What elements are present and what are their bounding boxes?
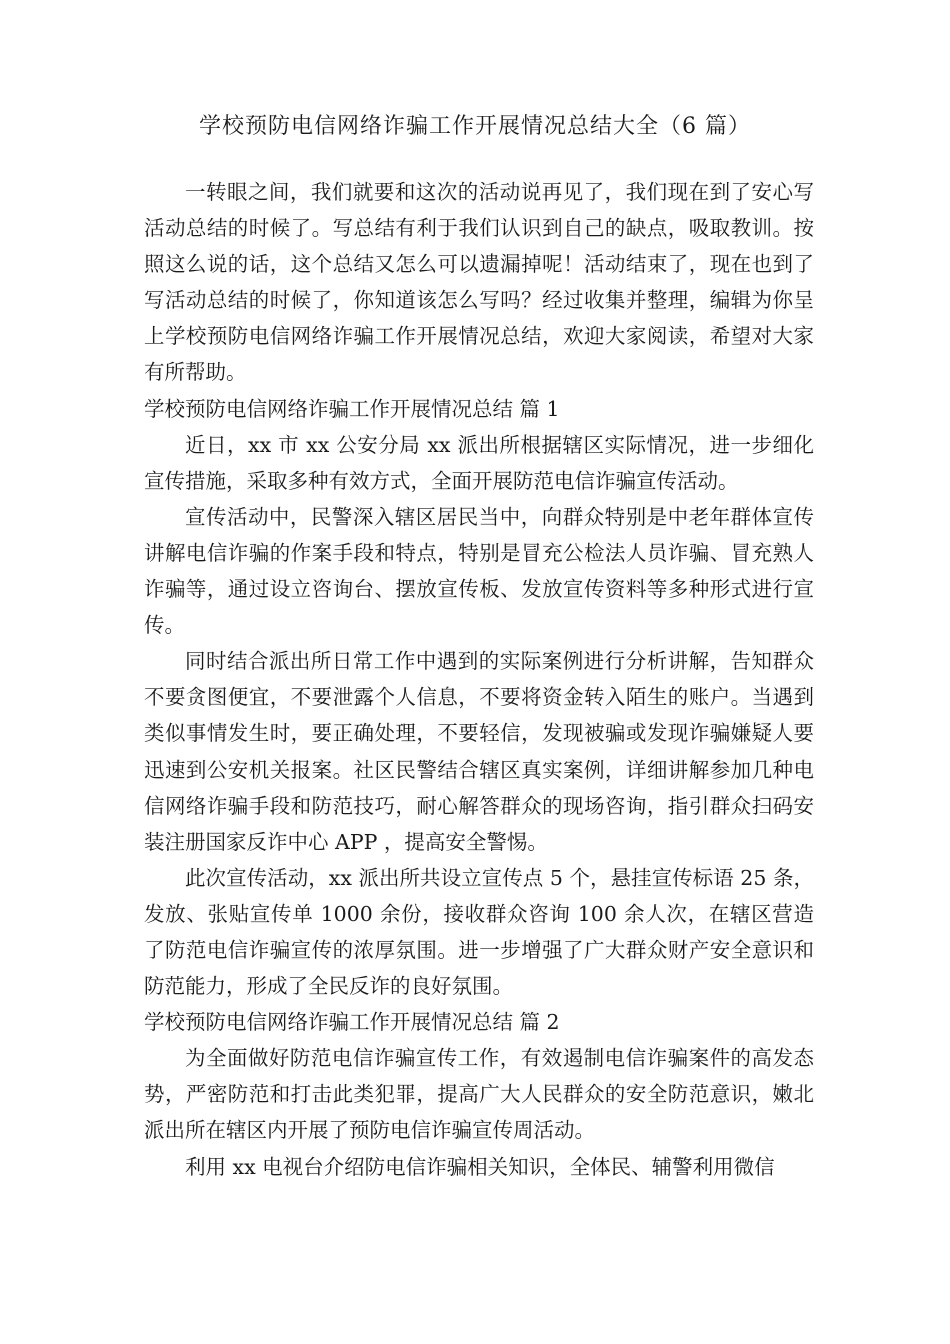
- document-body: [144, 174, 814, 1185]
- paragraph: 宣传活动中，民警深入辖区居民当中，向群众特别是中老年群体宣传讲解电信诈骗的作案手段和特点，特别是冒充公检法人员诈骗、冒充熟人诈骗等，通过设立咨询台、摆放宣传板、发放宣传资料等多种形式进行宣传。: [144, 504, 814, 638]
- section-heading: 学校预防电信网络诈骗工作开展情况总结 篇 1: [144, 396, 560, 421]
- paragraph: 同时结合派出所日常工作中遇到的实际案例进行分析讲解，告知群众不要贪图便宜，不要泄露个人信息，不要将资金转入陌生的账户。当遇到类似事情发生时，要正确处理，不要轻信，发现被骗或发现诈骗嫌疑人要迅速到公安机关报案。社区民警结合辖区真实案例，详细讲解参加几种电信网络诈骗手段和防范技巧，耐心解答群众的现场咨询，指引群众扫码安装注册国家反诈中心 APP ，提高安全警惕。: [144, 649, 814, 854]
- paragraph: 为全面做好防范电信诈骗宣传工作，有效遏制电信诈骗案件的高发态势，严密防范和打击此类犯罪，提高广大人民群众的安全防范意识，嫩北派出所在辖区内开展了预防电信诈骗宣传周活动。: [144, 1046, 814, 1143]
- paragraph: 一转眼之间，我们就要和这次的活动说再见了，我们现在到了安心写活动总结的时候了。写总结有利于我们认识到自己的缺点，吸取教训。按照这么说的话，这个总结又怎么可以遗漏掉呢！活动结束了，现在也到了写活动总结的时候了，你知道该怎么写吗？经过收集并整理，编辑为你呈上学校预防电信网络诈骗工作开展情况总结，欢迎大家阅读，希望对大家有所帮助。: [144, 180, 814, 385]
- paragraph: 此次宣传活动，xx 派出所共设立宣传点 5 个，悬挂宣传标语 25 条，发放、张贴宣传单 1000 余份，接收群众咨询 100 余人次，在辖区营造了防范电信诈骗宣传的浓厚氛围。进一步增强了广大群众财产安全意识和防范能力，形成了全民反诈的良好氛围。: [144, 865, 814, 999]
- document-title: 学校预防电信网络诈骗工作开展情况总结大全（6 篇）: [199, 114, 751, 139]
- paragraph: 近日，xx 市 xx 公安分局 xx 派出所根据辖区实际情况，进一步细化宣传措施，采取多种有效方式，全面开展防范电信诈骗宣传活动。: [144, 432, 814, 493]
- paragraph: 利用 xx 电视台介绍防电信诈骗相关知识，全体民、辅警利用微信: [185, 1154, 775, 1179]
- section-heading: 学校预防电信网络诈骗工作开展情况总结 篇 2: [144, 1010, 560, 1035]
